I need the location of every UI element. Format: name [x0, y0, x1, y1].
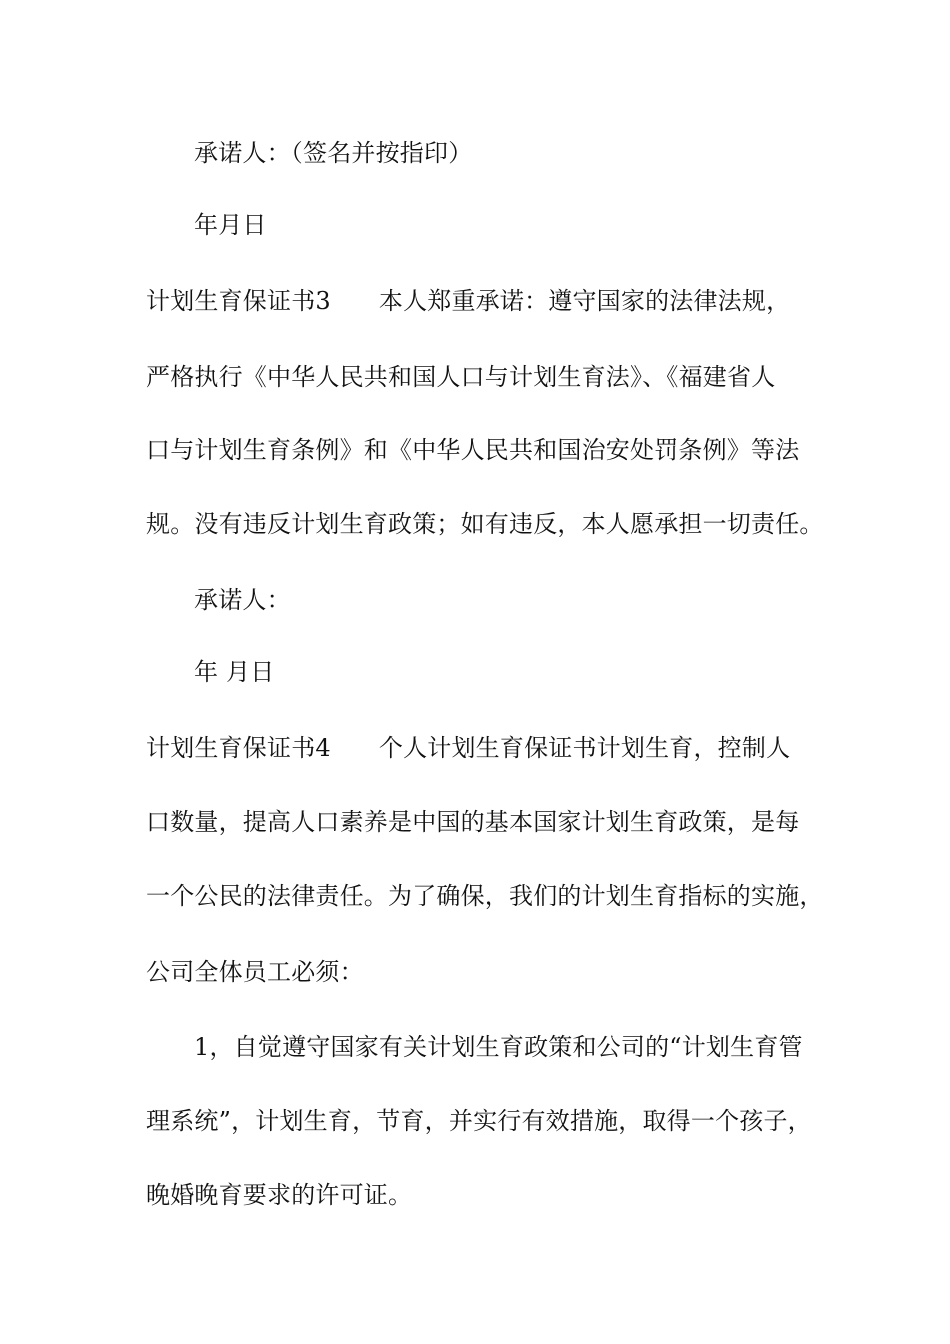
body-line: 口与计划生育条例》和《中华人民共和国治安处罚条例》等法	[146, 436, 800, 464]
body-line: 口数量，提高人口素养是中国的基本国家计划生育政策，是每	[146, 808, 800, 836]
body-line: 一个公民的法律责任。为了确保，我们的计划生育指标的实施，	[146, 882, 824, 910]
section-3-text: 本人郑重承诺：遵守国家的法律法规，	[378, 287, 791, 315]
body-line: 理系统”，计划生育，节育，并实行有效措施，取得一个孩子，	[146, 1107, 812, 1135]
section-3-title: 计划生育保证书3	[146, 287, 331, 315]
list-item-line: 1，自觉遵守国家有关计划生育政策和公司的“计划生育管	[194, 1033, 803, 1061]
body-line: 晚婚晚育要求的许可证。	[146, 1181, 413, 1209]
signature-line: 承诺人：（签名并按指印）	[194, 139, 473, 167]
section-4-text: 个人计划生育保证书计划生育，控制人	[378, 734, 791, 762]
date-line: 年 月日	[194, 658, 275, 686]
section-4-title: 计划生育保证书4	[146, 734, 331, 762]
section-4-heading-line	[146, 732, 790, 764]
body-line: 公司全体员工必须：	[146, 958, 364, 986]
body-line: 严格执行《中华人民共和国人口与计划生育法》、《福建省人	[146, 363, 776, 391]
signature-line: 承诺人：	[194, 586, 291, 614]
date-line: 年月日	[194, 211, 267, 239]
body-line: 规。没有违反计划生育政策；如有违反，本人愿承担一切责任。	[146, 510, 824, 538]
section-3-heading-line	[146, 285, 790, 317]
